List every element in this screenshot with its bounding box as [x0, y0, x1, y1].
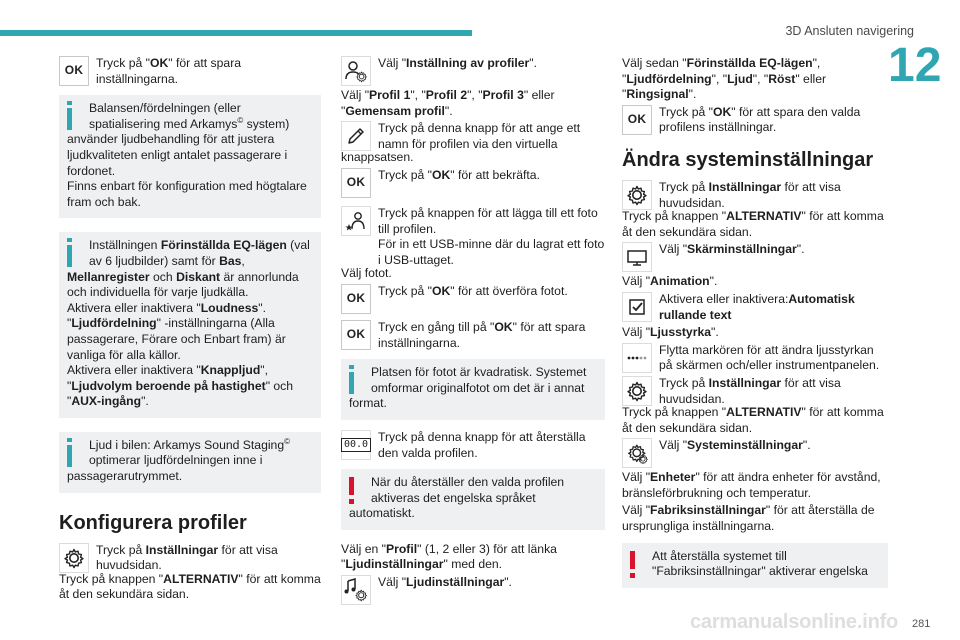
settings-step: Tryck på Inställningar för att visa huvudsidan.	[622, 180, 888, 211]
page-number: 281	[912, 618, 931, 630]
profile-settings-step: Välj "Inställning av profiler".	[341, 56, 605, 86]
info-icon	[67, 101, 72, 131]
warning-icon	[349, 477, 354, 505]
add-photo-icon	[341, 206, 371, 236]
screen-icon	[622, 242, 652, 272]
ok-button-icon: OK	[341, 284, 371, 314]
settings-gear-icon	[622, 180, 652, 210]
ok-button-icon: OK	[341, 320, 371, 350]
checkbox-icon	[622, 292, 652, 322]
watermark: carmanualsonline.info	[690, 611, 899, 633]
column-left: OK Tryck på "OK" för att spara inställningarna. Balansen/fördelningen (eller spatialisering med Arkamys© system) använder ljudbehandling för att justera ljudkvaliteten enligt antalet passagerare i fordonet. Finns enbart för konfiguration med högtalare fram och bak. Inställningen Förinställda EQ-lägen (val av 6 ljudbilder) samt för Bas, Mellanregister och Diskant är annorlunda och individuella för varje ljudkälla. Aktivera eller inaktivera "Loudness". "Ljudfördelning" -inställningarna (Alla passagerare, Förare och Enbart fram) är vanliga för alla källor. Aktivera eller inaktivera "Knappljud", "Ljudvolym beroende på hastighet" och "AUX-ingång". Ljud i bilen: Arkamys Sound Staging© optimerar ljudfördelningen inne i passagerarutrymmet. Konfigurera profiler Tryck på Inställningar för att visa huvudsidan. Tryck på knappen "ALTERNATIV" för att komma åt den sekundära sidan.	[59, 56, 321, 602]
ok-save-profile-step: OK Tryck på "OK" för att spara den valda profilens inställningar.	[622, 105, 888, 136]
chapter-number: 12	[888, 39, 942, 92]
info-icon	[67, 238, 72, 268]
info-note-balance: Balansen/fördelningen (eller spatialisering med Arkamys© system) använder ljudbehandling för att justera ljudkvaliteten enligt antalet passagerare i fordonet. Finns enbart för konfiguration med högtalare fram och bak.	[59, 95, 321, 218]
warning-note-factory: Att återställa systemet till "Fabriksinställningar" aktiverar engelska	[622, 543, 888, 588]
column-middle: Välj "Inställning av profiler". Välj "Profil 1", "Profil 2", "Profil 3" eller "Gemensam profil". Tryck på denna knapp för att ange ett namn för profilen via den virtuella knappsatsen. OK Tryck på "OK" för att bekräfta. Tryck på knappen för att lägga till ett foto till profilen. För in ett USB-minne där du lagrat ett foto i USB-uttaget. Välj fotot. OK Tryck på "OK" för att överföra fotot. OK Tryck en gång till på "OK" för att spara inställningarna. Platsen för fotot är kvadratisk. Systemet omformar originalfotot om det är i annat format. 00.0 Tryck på denna knapp för att återställa den valda profilen. När du återställer den valda profilen aktiveras det engelska språket automatiskt. Välj en "Profil" (1, 2 eller 3) för att länka "Ljudinställningar" med den. Välj "Ljudinställningar".	[341, 56, 605, 607]
info-icon	[349, 365, 354, 395]
auto-scroll-step: Aktivera eller inaktivera:Automatisk rullande text	[622, 292, 888, 323]
edit-name-step: Tryck på denna knapp för att ange ett namn för profilen via den virtuella	[341, 121, 605, 152]
reset-profile-step: 00.0 Tryck på denna knapp för att återställa den valda profilen.	[341, 430, 605, 461]
ok-save-step	[59, 56, 321, 87]
info-icon	[67, 438, 72, 468]
audio-settings-step: Välj "Ljudinställningar".	[341, 575, 605, 605]
step-text: Tryck på "OK" för att spara inställningarna.	[96, 56, 242, 86]
settings-step-2: Tryck på Inställningar för att visa huvudsidan.	[622, 376, 888, 407]
info-note-photo: Platsen för fotot är kvadratisk. Systemet omformar originalfotot om det är i annat format.	[341, 359, 605, 420]
info-note-arkamys: Ljud i bilen: Arkamys Sound Staging© optimerar ljudfördelningen inne i passagerarutrymmet.	[59, 432, 321, 493]
settings-gear-icon	[622, 376, 652, 406]
header-accent-bar	[0, 30, 472, 36]
section-heading-profiles: Konfigurera profiler	[59, 511, 247, 534]
ok-save-again-step: OK Tryck en gång till på "OK" för att spara inställningarna.	[341, 320, 605, 351]
column-right: Välj sedan "Förinställda EQ-lägen", "Ljudfördelning", "Ljud", "Röst" eller "Ringsignal". OK Tryck på "OK" för att spara den valda profilens inställningar. Ändra systeminställningar Tryck på Inställningar för att visa huvudsidan. Tryck på knappen "ALTERNATIV" för att komma åt den sekundära sidan. Välj "Skärminställningar". Välj "Animation". Aktivera eller inaktivera:Automatisk rullande text Välj "Ljusstyrka". Flytta markören för att ändra ljusstyrkan på skärmen och/eller instrumentpanelen. Tryck på Inställningar för att visa huvudsidan. Tryck på knappen "ALTERNATIV" för att komma åt den sekundära sidan. Välj "Systeminställningar". Välj "Enheter" för att ändra enheter för avstånd, bränsleförbrukning och temperatur. Välj "Fabriksinställningar" för att återställa de ursprungliga inställningarna. Att återställa systemet till "Fabriksinställningar" aktiverar engelska	[622, 56, 888, 598]
ok-button-icon: OK	[59, 56, 89, 86]
settings-step: Tryck på Inställningar för att visa huvudsidan.	[59, 543, 321, 574]
add-photo-step: Tryck på knappen för att lägga till ett foto till profilen. För in ett USB-minne där du lagrat ett foto i USB-uttaget.	[341, 206, 605, 268]
ok-transfer-step: OK Tryck på "OK" för att överföra fotot.	[341, 284, 605, 314]
profile-settings-icon	[341, 56, 371, 86]
ok-button-icon: OK	[341, 168, 371, 198]
settings-gear-icon	[59, 543, 89, 573]
system-settings-icon	[622, 438, 652, 468]
ok-button-icon: OK	[622, 105, 652, 135]
brightness-slider-icon	[622, 343, 652, 373]
info-note-eq: Inställningen Förinställda EQ-lägen (val av 6 ljudbilder) samt för Bas, Mellanregister och Diskant är annorlunda och individuella för varje ljudkälla. Aktivera eller inaktivera "Loudness". "Ljudfördelning" -inställningarna (Alla passagerare, Förare och Enbart fram) är vanliga för alla källor. Aktivera eller inaktivera "Knappljud", "Ljudvolym beroende på hastighet" och "AUX-ingång".	[59, 232, 321, 418]
warning-icon	[630, 551, 635, 579]
ok-confirm-step: OK Tryck på "OK" för att bekräfta.	[341, 168, 605, 198]
audio-settings-icon	[341, 575, 371, 605]
section-heading-system: Ändra systeminställningar	[622, 148, 874, 171]
brightness-step: Flytta markören för att ändra ljusstyrkan på skärmen och/eller instrumentpanelen.	[622, 343, 888, 374]
warning-note-reset: När du återställer den valda profilen aktiveras det engelska språket automatiskt.	[341, 469, 605, 530]
reset-counter-icon: 00.0	[341, 430, 371, 460]
page-header-title: 3D Ansluten navigering	[785, 24, 914, 38]
pencil-icon	[341, 121, 371, 151]
system-settings-step: Välj "Systeminställningar".	[622, 438, 888, 468]
screen-settings-step: Välj "Skärminställningar".	[622, 242, 888, 272]
